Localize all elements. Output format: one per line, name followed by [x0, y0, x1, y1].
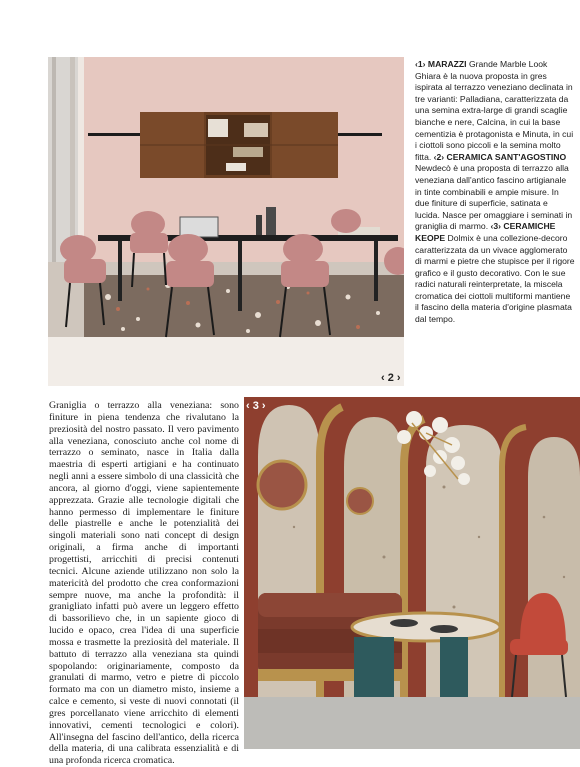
- caption-2-number: ‹2›: [433, 151, 445, 162]
- caption-3-text: Dolmix è una collezione-decoro caratterizzata da un vivace agglomerato di marmi e pietre che stupisce per il rigore grafico e il gusto decorativo. Con le sue radici naturali reinterpretate, la miscela cromatica dei ciottoli multiformi mantiene il fascino della materia d'origine plasmata dal tempo.: [415, 232, 575, 325]
- caption-1-text: Grande Marble Look Ghiara è la nuova proposta in gres ispirata al terrazzo veneziano declinata in tre varianti: Palladiana, caratterizzata da una semina extra-large di grandi scaglie bianche e nere, Calcina, in cui la base cementizia è protagonista e Minuta, in cui i ciottoli sono piccoli e la semina molto fitta.: [415, 59, 574, 162]
- photo-booth-room: [244, 397, 580, 749]
- caption-block: [415, 59, 575, 326]
- caption-3-brand: CERAMICHE KEOPE: [415, 221, 556, 243]
- photo-2-number-badge: ‹ 2 ›: [381, 372, 401, 384]
- caption-2-text: Newdecò è una proposta di terrazzo alla veneziana dall'antico fascino artigianale in tinte combinabili e ampie misure. In due finiture di superficie, satinata e lucida. Nasce per omaggiare i seminati in graniglia di marmo.: [415, 163, 573, 232]
- photo-dining-room: [48, 57, 404, 386]
- caption-1-number: ‹1›: [415, 59, 426, 69]
- article-body: Graniglia o terrazzo alla veneziana: sono finiture in piena tendenza che rivalutano la preziosità del nostro passato. Il vero pavimento alla veneziana, conosciuto anche col nome di terrazzo o seminato, nasce in Italia dalla maestria di esperti artigiani e ha continuato negli anni a essere simbolo di una classicità che ancora, al giorno d'oggi, viene sapientemente apprezzata. Grazie alle tecnologie digitali che hanno permesso di implementare le finiture delle piastrelle e anche le potenzialità dei singoli materiali sono nati concept di design originali, a firma anche di importanti progettisti, arricchiti di precisi contenuti tecnici. Alcune aziende utilizzano non solo la matericità del prodotto che crea conformazioni sempre nuove, ma anche la profondità: il granigliato infatti può avere un leggero effetto di bassorilievo che, in un sapiente gioco di lucido e opaco, crea l'idea di una superficie mossa e trasmette la preziosità del materiale. Il battuto di terrazzo alla veneziana sta quindi spopolando: originariamente, composto da granulati di marmo, vetro e pietre di piccolo formato ma con un diametro misto, insieme a calce e cemento, si veste di nuovi connotati (il gres porcellanato viene arricchito di elementi innovativi, cementi tecnologici e colori). All'insegna del fascino dell'antico, della ricerca della materia, di una calibrata essenzialità e di una profonda ricerca cromatica.: [49, 400, 239, 767]
- caption-3-number: ‹3›: [490, 221, 501, 232]
- caption-2-brand: CERAMICA SANT'AGOSTINO: [446, 151, 567, 162]
- photo-3-number-badge: ‹ 3 ›: [246, 400, 266, 412]
- caption-1-brand: MARAZZI: [427, 59, 467, 69]
